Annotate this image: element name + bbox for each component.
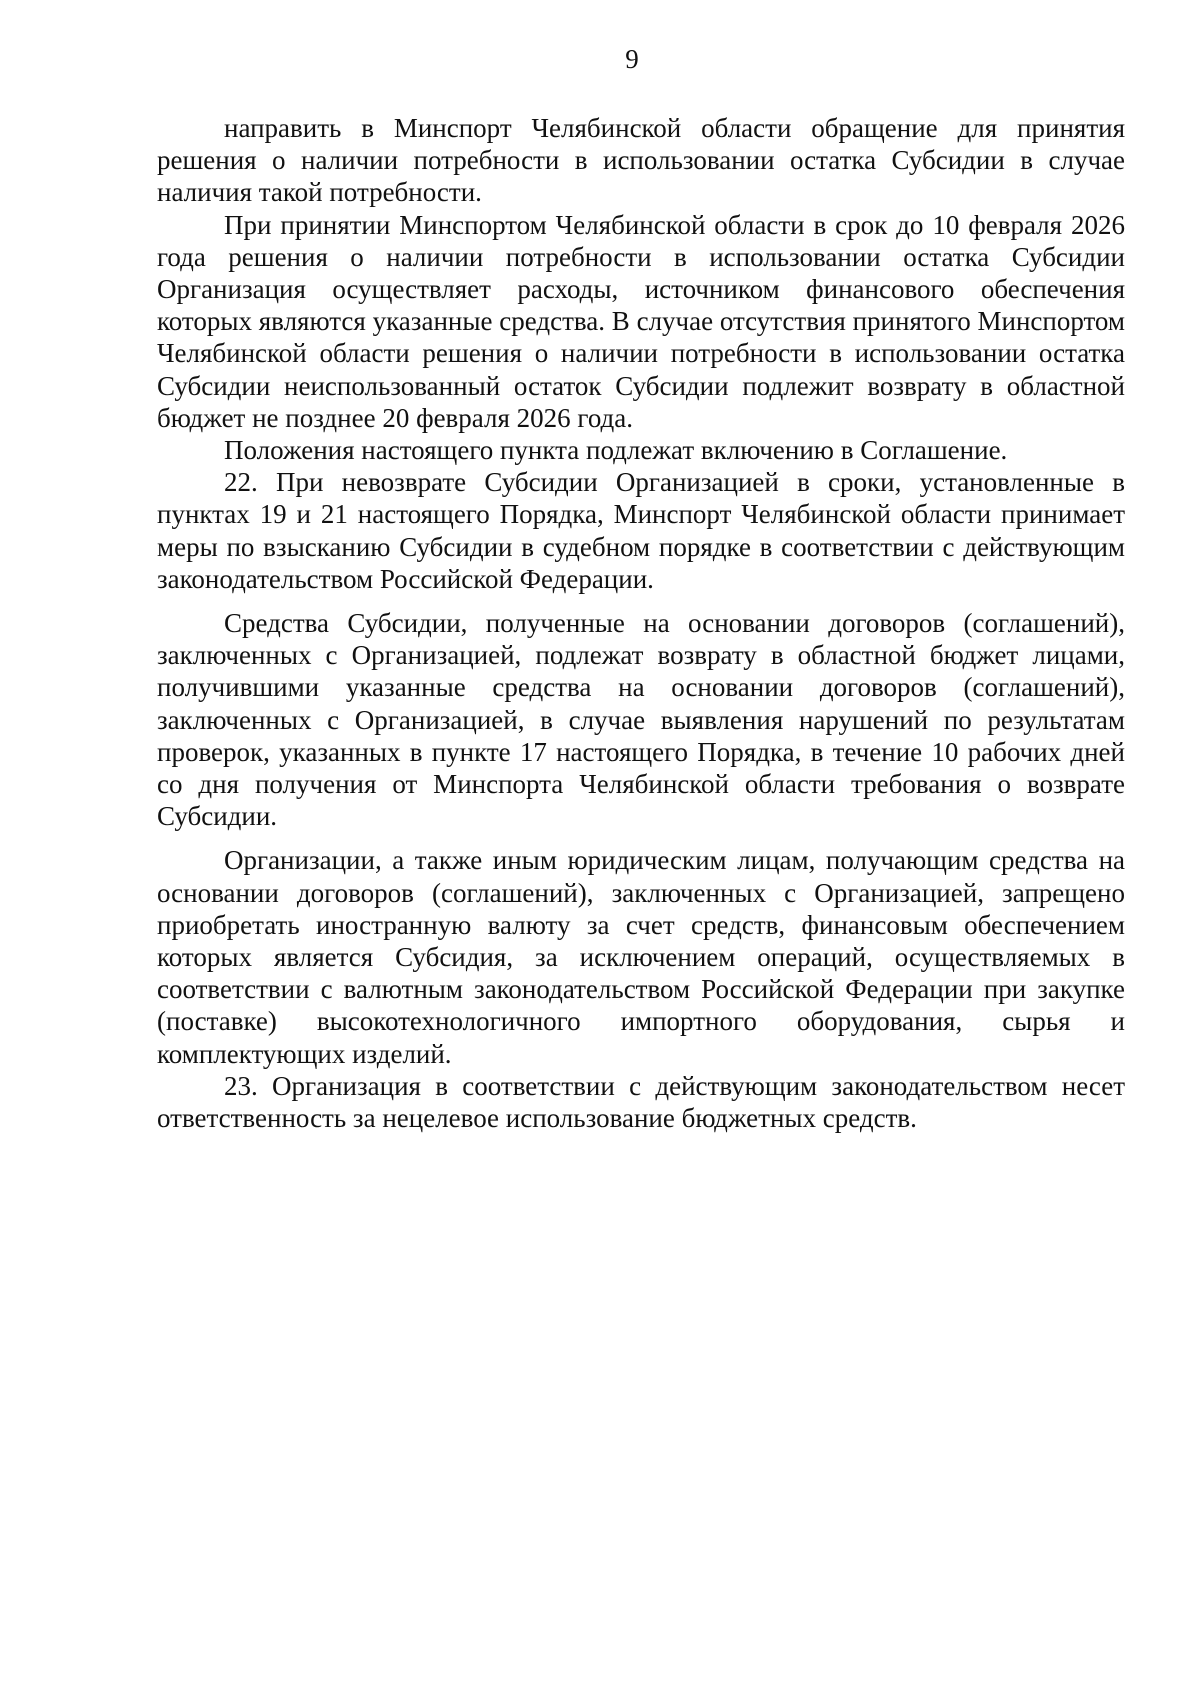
- paragraph-item-23: 23. Организация в соответствии с действующим законодательством несет ответственность за нецелевое использование бюджетных средств.: [157, 1070, 1125, 1134]
- paragraph-item-22: 22. При невозврате Субсидии Организацией в сроки, установленные в пунктах 19 и 21 настоящего Порядка, Минспорт Челябинской области принимает меры по взысканию Субсидии в судебном порядке в соответствии с действующим законодательством Российской Федерации.: [157, 467, 1125, 594]
- paragraph-foreign-currency-restriction: Организации, а также иным юридическим лицам, получающим средства на основании договоров (соглашений), заключенных с Организацией, запрещено приобретать иностранную валюту за счет средств, финансовым обеспечением которых является Субсидия, за исключением операций, осуществляемых в соответствии с валютным законодательством Российской Федерации при закупке (поставке) высокотехнологичного импортного оборудования, сырья и комплектующих изделий.: [157, 845, 1125, 1069]
- paragraph-funds-return: Средства Субсидии, полученные на основании договоров (соглашений), заключенных с Организацией, подлежат возврату в областной бюджет лицами, получившими указанные средства на основании договоров (соглашений), заключенных с Организацией, в случае выявления нарушений по результатам проверок, указанных в пункте 17 настоящего Порядка, в течение 10 рабочих дней со дня получения от Минспорта Челябинской области требования о возврате Субсидии.: [157, 608, 1125, 832]
- paragraph-remaining-subsidy-usage: При принятии Минспортом Челябинской области в срок до 10 февраля 2026 года решения о наличии потребности в использовании остатка Субсидии Организация осуществляет расходы, источником финансового обеспечения которых являются указанные средства. В случае отсутствия принятого Минспортом Челябинской области решения о наличии потребности в использовании остатка Субсидии неиспользованный остаток Субсидии подлежит возврату в областной бюджет не позднее 20 февраля 2026 года.: [157, 209, 1125, 433]
- document-body: [157, 112, 1125, 1134]
- page-number: 9: [625, 44, 639, 74]
- paragraph-agreement-inclusion: Положения настоящего пункта подлежат включению в Соглашение.: [224, 435, 1008, 466]
- paragraph-continuation: направить в Минспорт Челябинской области обращение для принятия решения о наличии потребности в использовании остатка Субсидии в случае наличия такой потребности.: [157, 113, 1125, 208]
